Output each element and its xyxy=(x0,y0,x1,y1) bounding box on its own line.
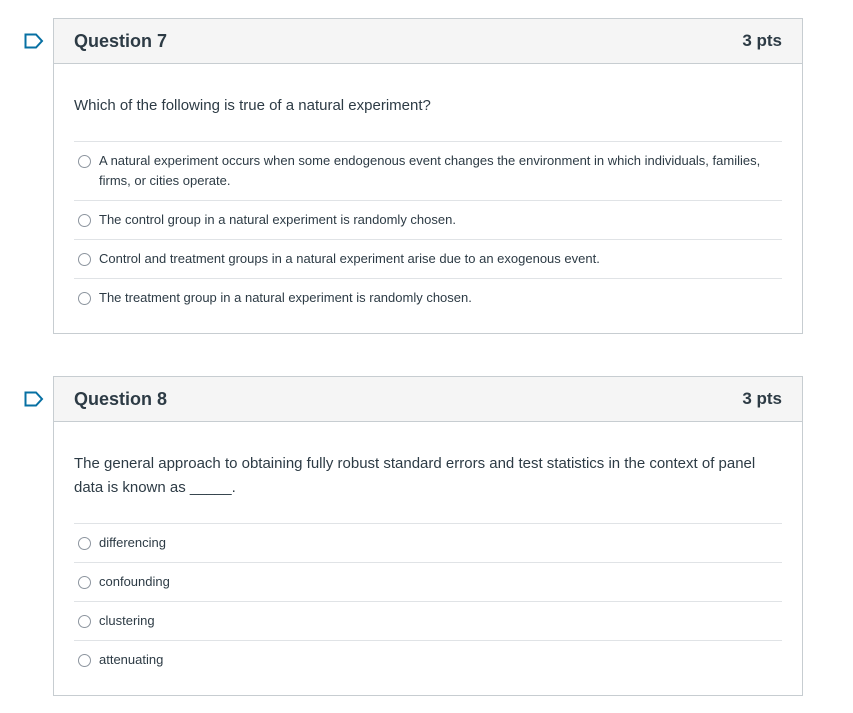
answer-option[interactable] xyxy=(74,641,782,679)
answer-option[interactable] xyxy=(74,201,782,240)
question-header xyxy=(54,377,802,422)
answer-label: clustering xyxy=(99,613,155,628)
answer-label: The control group in a natural experiment is randomly chosen. xyxy=(99,212,456,227)
question-text: The general approach to obtaining fully robust standard errors and test statistics in the context of panel data is known as _____. xyxy=(74,455,756,496)
answer-option[interactable] xyxy=(74,279,782,317)
question-8 xyxy=(53,376,803,696)
answer-option[interactable] xyxy=(74,240,782,279)
answer-list xyxy=(74,523,782,679)
radio-button[interactable] xyxy=(78,214,91,227)
answer-label: A natural experiment occurs when some endogenous event changes the environment in which individuals, families, firms, or cities operate. xyxy=(99,153,761,188)
answer-option[interactable] xyxy=(74,524,782,563)
answer-label: Control and treatment groups in a natural experiment arise due to an exogenous event. xyxy=(99,251,600,266)
answer-list xyxy=(74,141,782,317)
question-body xyxy=(54,452,802,679)
radio-button[interactable] xyxy=(78,576,91,589)
answer-label: attenuating xyxy=(99,652,164,667)
answer-label: differencing xyxy=(99,535,166,550)
question-7 xyxy=(53,18,803,334)
answer-option[interactable] xyxy=(74,563,782,602)
flag-question-7-icon[interactable] xyxy=(24,33,44,49)
radio-button[interactable] xyxy=(78,292,91,305)
question-points: 3 pts xyxy=(742,389,782,408)
question-text: Which of the following is true of a natural experiment? xyxy=(74,97,431,114)
answer-option[interactable] xyxy=(74,142,782,201)
question-points: 3 pts xyxy=(742,31,782,50)
question-header xyxy=(54,19,802,64)
radio-button[interactable] xyxy=(78,155,91,168)
answer-option[interactable] xyxy=(74,602,782,641)
radio-button[interactable] xyxy=(78,615,91,628)
question-title: Question 7 xyxy=(74,30,168,51)
flag-question-8-icon[interactable] xyxy=(24,391,44,407)
answer-label: The treatment group in a natural experiment is randomly chosen. xyxy=(99,290,472,305)
answer-label: confounding xyxy=(99,574,170,589)
question-body xyxy=(54,94,802,317)
radio-button[interactable] xyxy=(78,654,91,667)
question-title: Question 8 xyxy=(74,388,168,409)
radio-button[interactable] xyxy=(78,253,91,266)
radio-button[interactable] xyxy=(78,537,91,550)
